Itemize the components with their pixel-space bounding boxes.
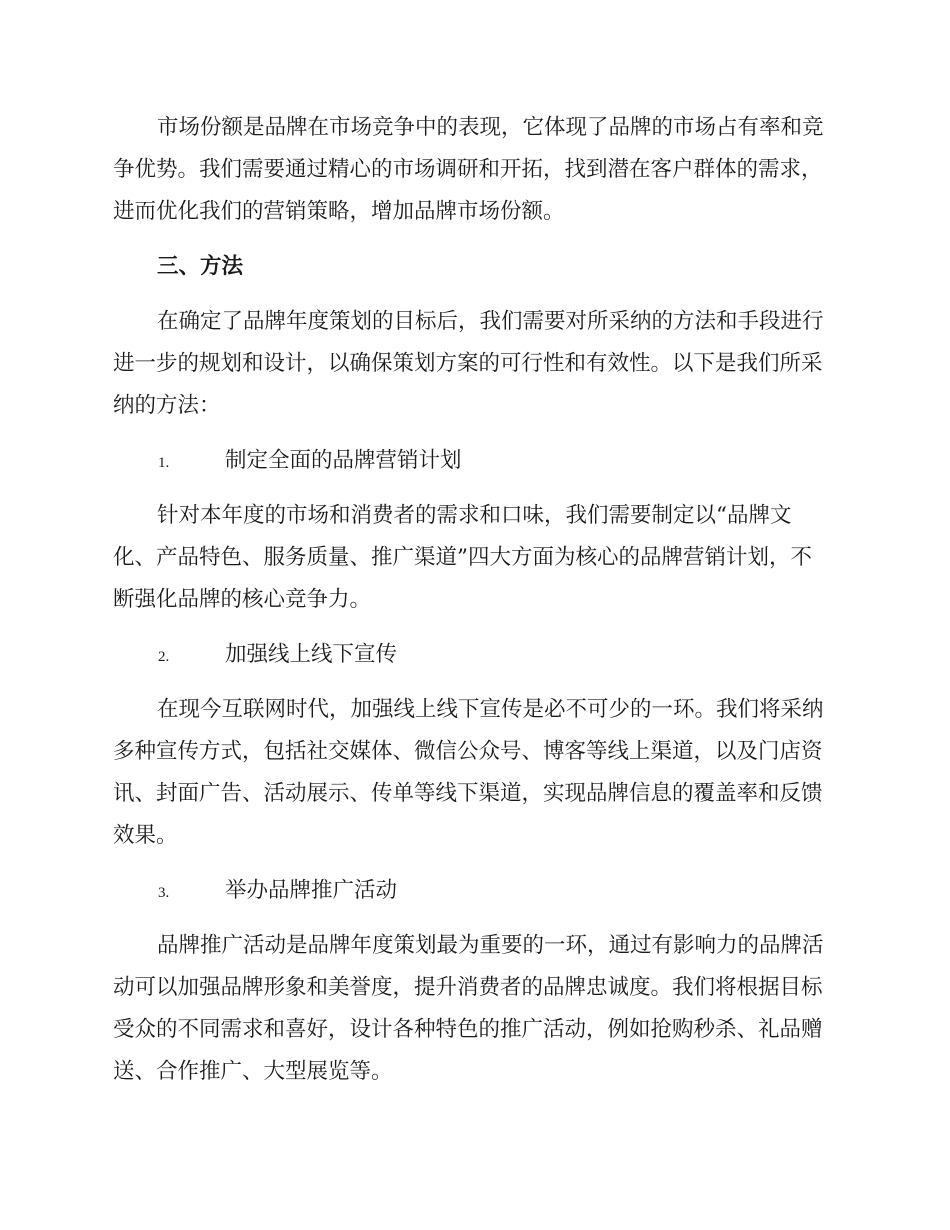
paragraph-line: 针对本年度的市场和消费者的需求和口味，我们需要制定以“品牌文 xyxy=(157,503,792,528)
paragraph-line: 化、产品特色、服务质量、推广渠道”四大方面为核心的品牌营销计划，不 xyxy=(113,545,812,570)
list-item-title: 举办品牌推广活动 xyxy=(225,878,398,903)
list-item-number: 1. xyxy=(158,455,170,471)
list-item-title: 加强线上线下宣传 xyxy=(225,642,398,667)
paragraph-line: 送、合作推广、大型展览等。 xyxy=(113,1059,393,1084)
paragraph-line: 纳的方法： xyxy=(113,393,221,418)
paragraph-line: 进一步的规划和设计，以确保策划方案的可行性和有效性。以下是我们所采 xyxy=(113,351,823,376)
paragraph-line: 讯、封面广告、活动展示、传单等线下渠道，实现品牌信息的覆盖率和反馈 xyxy=(113,781,823,806)
paragraph-line: 效果。 xyxy=(113,823,178,848)
paragraph-line: 争优势。我们需要通过精心的市场调研和开拓，找到潜在客户群体的需求， xyxy=(113,157,823,182)
paragraph-line: 进而优化我们的营销策略，增加品牌市场份额。 xyxy=(113,199,565,224)
paragraph-line: 多种宣传方式，包括社交媒体、微信公众号、博客等线上渠道，以及门店资 xyxy=(113,739,823,764)
paragraph-line: 品牌推广活动是品牌年度策划最为重要的一环，通过有影响力的品牌活 xyxy=(157,933,824,958)
section-heading: 三、方法 xyxy=(157,254,244,279)
paragraph-line: 市场份额是品牌在市场竞争中的表现，它体现了品牌的市场占有率和竞 xyxy=(157,115,824,140)
paragraph-line: 在确定了品牌年度策划的目标后，我们需要对所采纳的方法和手段进行 xyxy=(157,309,824,334)
paragraph-line: 在现今互联网时代，加强线上线下宣传是必不可少的一环。我们将采纳 xyxy=(157,697,824,722)
list-item-number: 2. xyxy=(158,649,170,665)
paragraph-line: 断强化品牌的核心竞争力。 xyxy=(113,587,372,612)
paragraph-line: 受众的不同需求和喜好，设计各种特色的推广活动，例如抢购秒杀、礼品赠 xyxy=(113,1017,823,1042)
list-item-number: 3. xyxy=(158,885,170,901)
list-item-title: 制定全面的品牌营销计划 xyxy=(225,448,462,473)
paragraph-line: 动可以加强品牌形象和美誉度，提升消费者的品牌忠诚度。我们将根据目标 xyxy=(113,975,823,1000)
